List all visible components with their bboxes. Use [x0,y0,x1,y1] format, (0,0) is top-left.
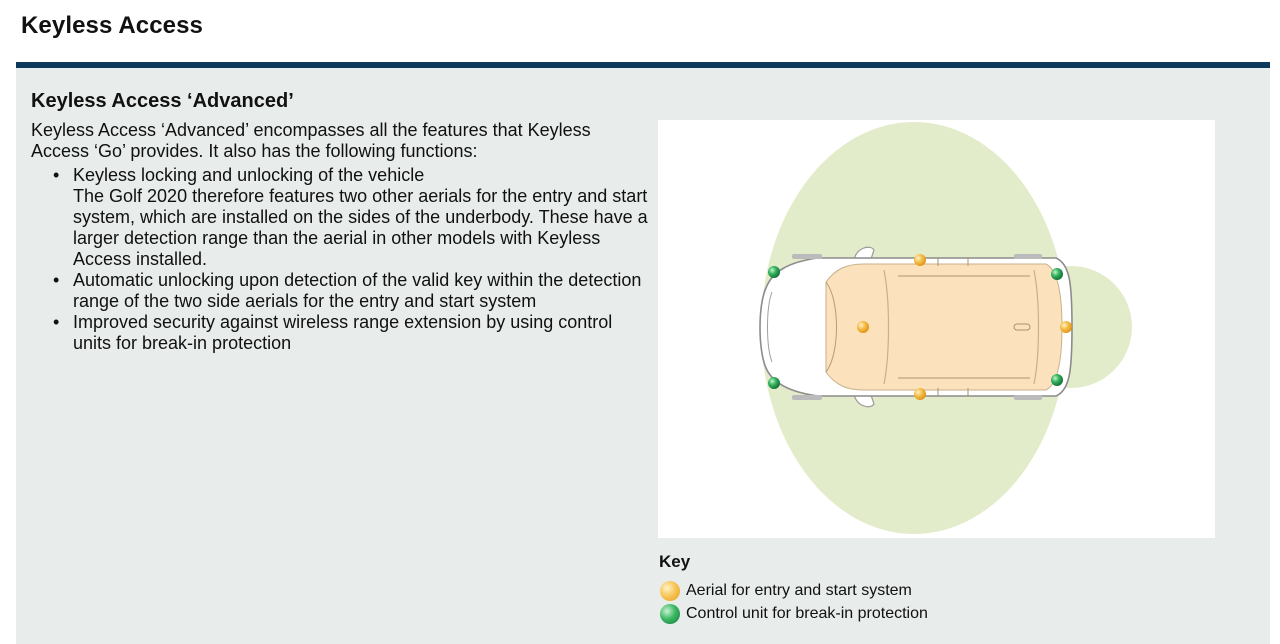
intro-paragraph: Keyless Access ‘Advanced’ encompasses all the features that Keyless Access ‘Go’ provides. It also has the following functions: [31,120,591,161]
legend-label: Aerial for entry and start system [686,582,912,599]
feature-title: Keyless locking and unlocking of the vehicle [73,165,425,185]
green-dot-icon [660,604,680,624]
list-item [31,165,651,270]
legend-label: Control unit for break-in protection [686,605,928,622]
amber-dot-icon [857,321,869,333]
list-item [31,270,651,312]
amber-dot-icon [1060,321,1072,333]
page-title: Keyless Access [21,12,203,39]
bullet-icon: • [53,165,60,185]
bullet-icon: • [53,270,60,290]
section-heading: Keyless Access ‘Advanced’ [31,90,294,112]
legend-item [660,580,912,602]
bullet-icon: • [53,312,60,332]
green-dot-icon [1051,374,1063,386]
feature-title: Improved security against wireless range extension by using control units for break-in protection [73,312,613,353]
keyless-range-diagram [658,120,1215,538]
feature-list [31,165,651,354]
legend-item [660,603,928,625]
car-diagram-svg [658,120,1215,538]
green-dot-icon [768,266,780,278]
amber-dot-icon [914,388,926,400]
key-heading: Key [659,552,691,571]
list-item [31,312,651,354]
amber-dot-icon [914,254,926,266]
green-dot-icon [768,377,780,389]
feature-title: Automatic unlocking upon detection of the valid key within the detection range of the two side aerials for the entry and start system [73,270,642,311]
car-icon [760,247,1072,407]
feature-detail: The Golf 2020 therefore features two other aerials for the entry and start system, which are installed on the sides of the underbody. These have a larger detection range than the aerial in other models with Keyless Access installed. [73,186,648,269]
amber-dot-icon [660,581,680,601]
green-dot-icon [1051,268,1063,280]
